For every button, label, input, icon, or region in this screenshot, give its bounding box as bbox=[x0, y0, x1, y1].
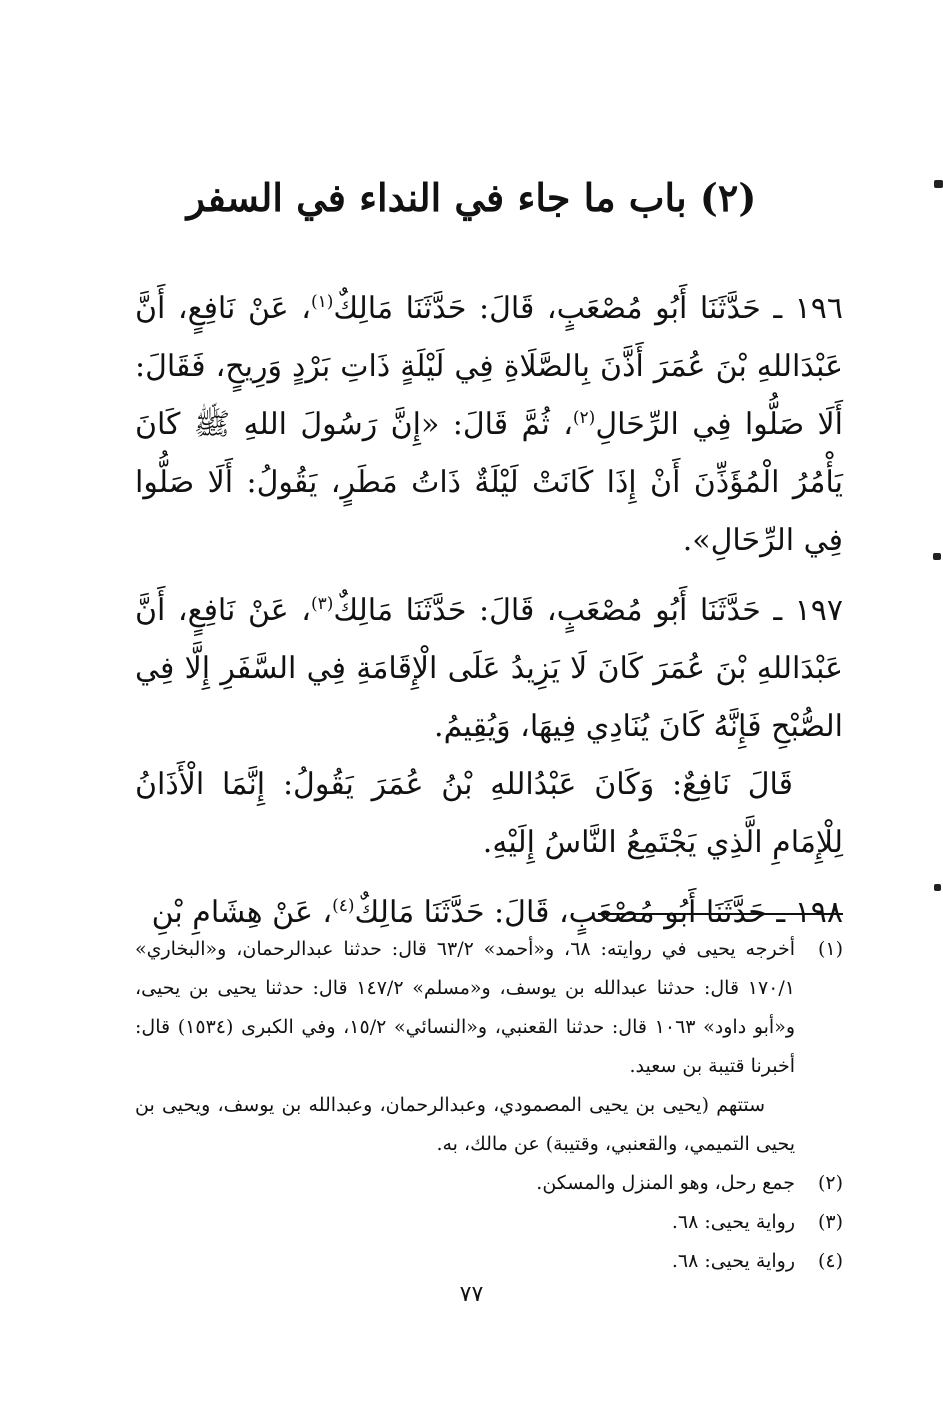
footnote-reference[interactable]: (٤) bbox=[332, 896, 355, 916]
page-number: ٧٧ bbox=[459, 1282, 484, 1307]
footnote-text: رواية يحيى: ٦٨. bbox=[671, 1250, 795, 1272]
hadith-number: ١٩٧ ـ bbox=[773, 593, 844, 628]
footnote-reference[interactable]: (٣) bbox=[310, 594, 334, 614]
footnote-text: رواية يحيى: ٦٨. bbox=[671, 1211, 795, 1233]
hadith-number: ١٩٦ ـ bbox=[773, 291, 844, 326]
footnote-note: ستتهم (يحيى بن يحيى المصمودي، وعبدالرحمان، وعبدالله بن يوسف، ويحيى بن يحيى التميمي، والقعنبي، وقتيبة) عن مالك، به. bbox=[135, 1094, 795, 1155]
footnote-2 bbox=[135, 1164, 843, 1203]
footnote-number: (٣) bbox=[817, 1211, 843, 1233]
hadith-text: ، عَنْ نَافِعٍ، أَنَّ عَبْدَاللهِ بْنَ عُمَرَ كَانَ لَا يَزِيدُ عَلَى الْإِقَامَةِ فِي السَّفَرِ إِلَّا فِي الصُّبْحِ فَإِنَّهُ كَانَ يُنَادِي فِيهَا، وَيُقِيمُ. bbox=[135, 593, 843, 744]
main-text bbox=[135, 280, 843, 954]
footnote-reference[interactable]: (١) bbox=[310, 292, 334, 312]
hadith-197 bbox=[135, 582, 843, 872]
footnote-number: (٤) bbox=[817, 1250, 843, 1272]
footnote-separator bbox=[598, 913, 843, 915]
hadith-text: ، عَنْ نَافِعٍ، أَنَّ عَبْدَاللهِ بْنَ عُمَرَ أَذَّنَ بِالصَّلَاةِ فِي لَيْلَةٍ ذَاتِ بَرْدٍ وَرِيحٍ، فَقَالَ: أَلَا صَلُّوا فِي الرِّحَالِ bbox=[135, 291, 843, 442]
footnote-4 bbox=[135, 1242, 843, 1281]
hadith-text: ، عَنْ هِشَامِ بْنِ bbox=[151, 895, 333, 930]
footnote-text: جمع رحل، وهو المنزل والمسكن. bbox=[536, 1172, 795, 1194]
hadith-number: ١٩٨ ـ bbox=[776, 895, 843, 930]
footnote-text: أخرجه يحيى في روايته: ٦٨، و«أحمد» ٦٣/٢ قال: حدثنا عبدالرحمان، و«البخاري» ١٧٠/١ قال: حدثنا عبدالله بن يوسف، و«مسلم» ١٤٧/٢ قال: حدثنا يحيى بن يحيى، و«أبو داود» ١٠٦٣ قال: حدثنا القعنبي، و«النسائي» ١٥/٢، وفي الكبرى (١٥٣٤) قال: أخبرنا قتيبة بن سعيد. bbox=[135, 938, 796, 1077]
hadith-text: حَدَّثَنَا أَبُو مُصْعَبٍ، قَالَ: حَدَّثَنَا مَالِكٌ bbox=[354, 895, 767, 930]
hadith-text: حَدَّثَنَا أَبُو مُصْعَبٍ، قَالَ: حَدَّثَنَا مَالِكٌ bbox=[333, 291, 761, 326]
chapter-title: (٢) باب ما جاء في النداء في السفر bbox=[186, 175, 757, 220]
hadith-196 bbox=[135, 280, 843, 570]
hadith-text: حَدَّثَنَا أَبُو مُصْعَبٍ، قَالَ: حَدَّثَنَا مَالِكٌ bbox=[333, 593, 761, 628]
footnote-number: (٢) bbox=[817, 1172, 843, 1194]
footnote-reference[interactable]: (٢) bbox=[572, 408, 596, 428]
footnote-1 bbox=[135, 930, 843, 1086]
scan-edge-mark bbox=[933, 553, 941, 560]
footnote-3 bbox=[135, 1203, 843, 1242]
hadith-text: ، ثُمَّ قَالَ: «إِنَّ رَسُولَ اللهِ ﷺ كَانَ يَأْمُرُ الْمُؤَذِّنَ أَنْ إِذَا كَانَتْ لَيْلَةٌ ذَاتُ مَطَرٍ، يَقُولُ: أَلَا صَلُّوا فِي الرِّحَالِ». bbox=[135, 407, 843, 558]
hadith-paragraph bbox=[135, 582, 843, 756]
footnotes bbox=[135, 930, 843, 1281]
scan-edge-mark bbox=[934, 884, 941, 891]
hadith-paragraph bbox=[135, 280, 843, 570]
hadith-text: قَالَ نَافِعٌ: وَكَانَ عَبْدُاللهِ بْنُ عُمَرَ يَقُولُ: إِنَّمَا الْأَذَانُ لِلْإِمَامِ الَّذِي يَجْتَمِعُ النَّاسُ إِلَيْهِ. bbox=[135, 767, 843, 860]
footnote-number: (١) bbox=[817, 938, 843, 960]
scan-edge-mark bbox=[934, 180, 943, 188]
hadith-paragraph bbox=[135, 756, 843, 872]
